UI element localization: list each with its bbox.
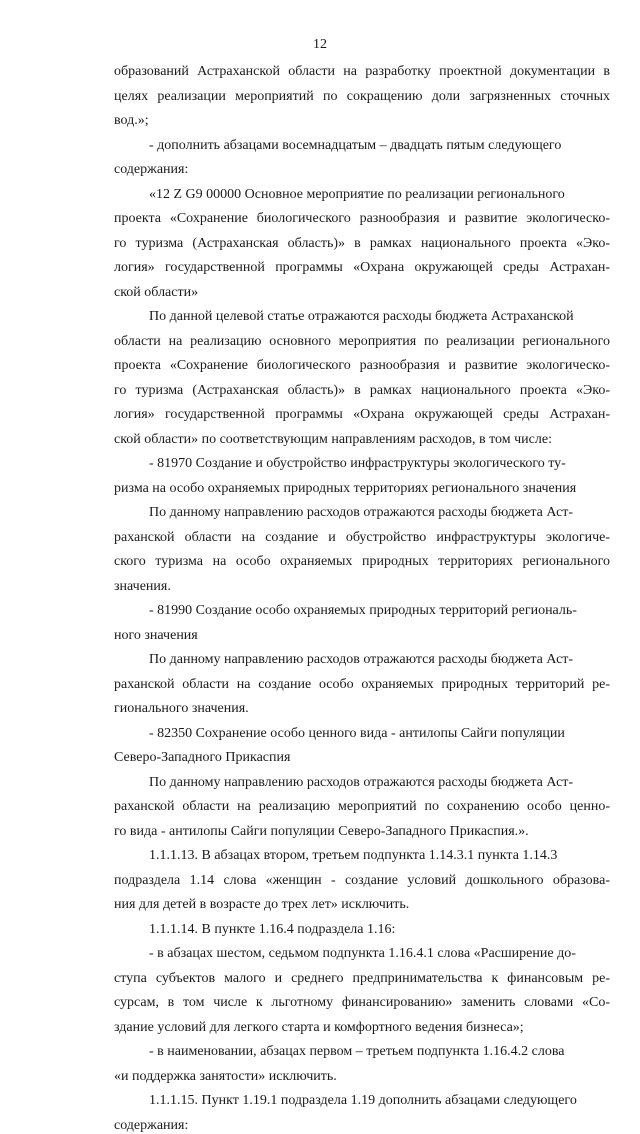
paragraph-18-line-1: По данному направлению расходов отражаются расходы бюджета Аст- — [149, 774, 574, 790]
paragraph-2-line-1: - дополнить абзацами восемнадцатым – двадцать пятым следующего — [149, 137, 562, 153]
paragraph-25-line-1: - в наименовании, абзацах первом – третьем подпункта 1.16.4.2 слова — [149, 1044, 565, 1059]
paragraph-11-line-1: раханской области на создание и обустройство инфраструктуры экологиче- — [114, 529, 610, 545]
paragraph-5-line-1: проекта «Сохранение биологического разнообразия и развитие экологическо- — [114, 211, 610, 226]
paragraph-15-line-1: раханской области на создание особо охраняемых природных территорий ре- — [114, 676, 610, 692]
paragraph-11-line-2: ского туризма на особо охраняемых природных территориях регионального — [114, 554, 610, 569]
paragraph-7-line-1: области на реализацию основного мероприятия по реализации регионального — [114, 333, 610, 349]
page-number: 12 — [313, 37, 327, 52]
paragraph-12-line-1: - 81990 Создание особо охраняемых природных территорий региональ- — [149, 603, 577, 618]
paragraph-15-line-2: гионального значения. — [114, 701, 249, 716]
paragraph-17-line-1: Северо-Западного Прикаспия — [114, 750, 291, 765]
paragraph-7-line-2: проекта «Сохранение биологического разнообразия и развитие экологическо- — [114, 358, 610, 373]
paragraph-24-line-3: здание условий для легкого старта и комфортного ведения бизнеса»; — [114, 1019, 524, 1035]
paragraph-7-line-4: логия» государственной программы «Охрана окружающей среды Астрахан- — [114, 407, 610, 422]
paragraph-1-line-1: образований Астраханской области на разработку проектной документации в — [114, 64, 610, 79]
paragraph-24-line-2: сурсам, в том числе к льготному финансированию» заменить словами «Со- — [114, 995, 610, 1010]
paragraph-4-line-1: «12 Z G9 00000 Основное мероприятие по реализации регионального — [149, 186, 565, 202]
paragraph-5-line-2: го туризма (Астраханская область)» в рамках национального проекта «Эко- — [114, 235, 610, 251]
paragraph-22-line-1: 1.1.1.14. В пункте 1.16.4 подраздела 1.16: — [149, 921, 396, 937]
paragraph-14-line-1: По данному направлению расходов отражаются расходы бюджета Аст- — [149, 652, 574, 667]
paragraph-13-line-1: ного значения — [114, 627, 198, 643]
paragraph-11-line-3: значения. — [114, 578, 171, 594]
paragraph-27-line-1: 1.1.1.15. Пункт 1.19.1 подраздела 1.19 дополнить абзацами следующего — [149, 1093, 577, 1108]
paragraph-20-line-1: 1.1.1.13. В абзацах втором, третьем подпункта 1.14.3.1 пункта 1.14.3 — [149, 848, 558, 863]
paragraph-9-line-1: ризма на особо охраняемых природных территориях регионального значения — [114, 480, 577, 496]
paragraph-8-line-1: - 81970 Создание и обустройство инфраструктуры экологического ту- — [149, 456, 566, 471]
paragraph-10-line-1: По данному направлению расходов отражаются расходы бюджета Аст- — [149, 505, 574, 520]
paragraph-3-line-1: содержания: — [114, 162, 189, 177]
paragraph-21-line-1: подраздела 1.14 слова «женщин - создание условий дошкольного образова- — [114, 872, 610, 888]
paragraph-28-line-1: содержания: — [114, 1117, 189, 1133]
paragraph-26-line-1: «и поддержка занятости» исключить. — [114, 1068, 337, 1084]
paragraph-19-line-1: раханской области на реализацию мероприятий по сохранению особо ценно- — [114, 799, 610, 814]
paragraph-1-line-3: вод.»; — [114, 113, 149, 128]
paragraph-7-line-5: ской области» по соответствующим направлениям расходов, в том числе: — [114, 431, 552, 447]
paragraph-6-line-1: По данной целевой статье отражаются расходы бюджета Астраханской — [149, 309, 574, 324]
paragraph-7-line-3: го туризма (Астраханская область)» в рамках национального проекта «Эко- — [114, 382, 610, 398]
paragraph-19-line-2: го вида - антилопы Сайги популяции Северо-Западного Прикаспия.». — [114, 823, 529, 839]
paragraph-5-line-3: логия» государственной программы «Охрана окружающей среды Астрахан- — [114, 260, 610, 275]
paragraph-24-line-1: ступа субъектов малого и среднего предпринимательства к финансовым ре- — [114, 970, 610, 986]
paragraph-16-line-1: - 82350 Сохранение особо ценного вида - антилопы Сайги популяции — [149, 725, 565, 741]
paragraph-21-line-2: ния для детей в возрасте до трех лет» исключить. — [114, 897, 410, 912]
paragraph-5-line-4: ской области» — [114, 284, 199, 300]
paragraph-23-line-1: - в абзацах шестом, седьмом подпункта 1.16.4.1 слова «Расширение до- — [149, 946, 576, 961]
paragraph-1-line-2: целях реализации мероприятий по сокращению доли загрязненных сточных — [114, 88, 610, 104]
